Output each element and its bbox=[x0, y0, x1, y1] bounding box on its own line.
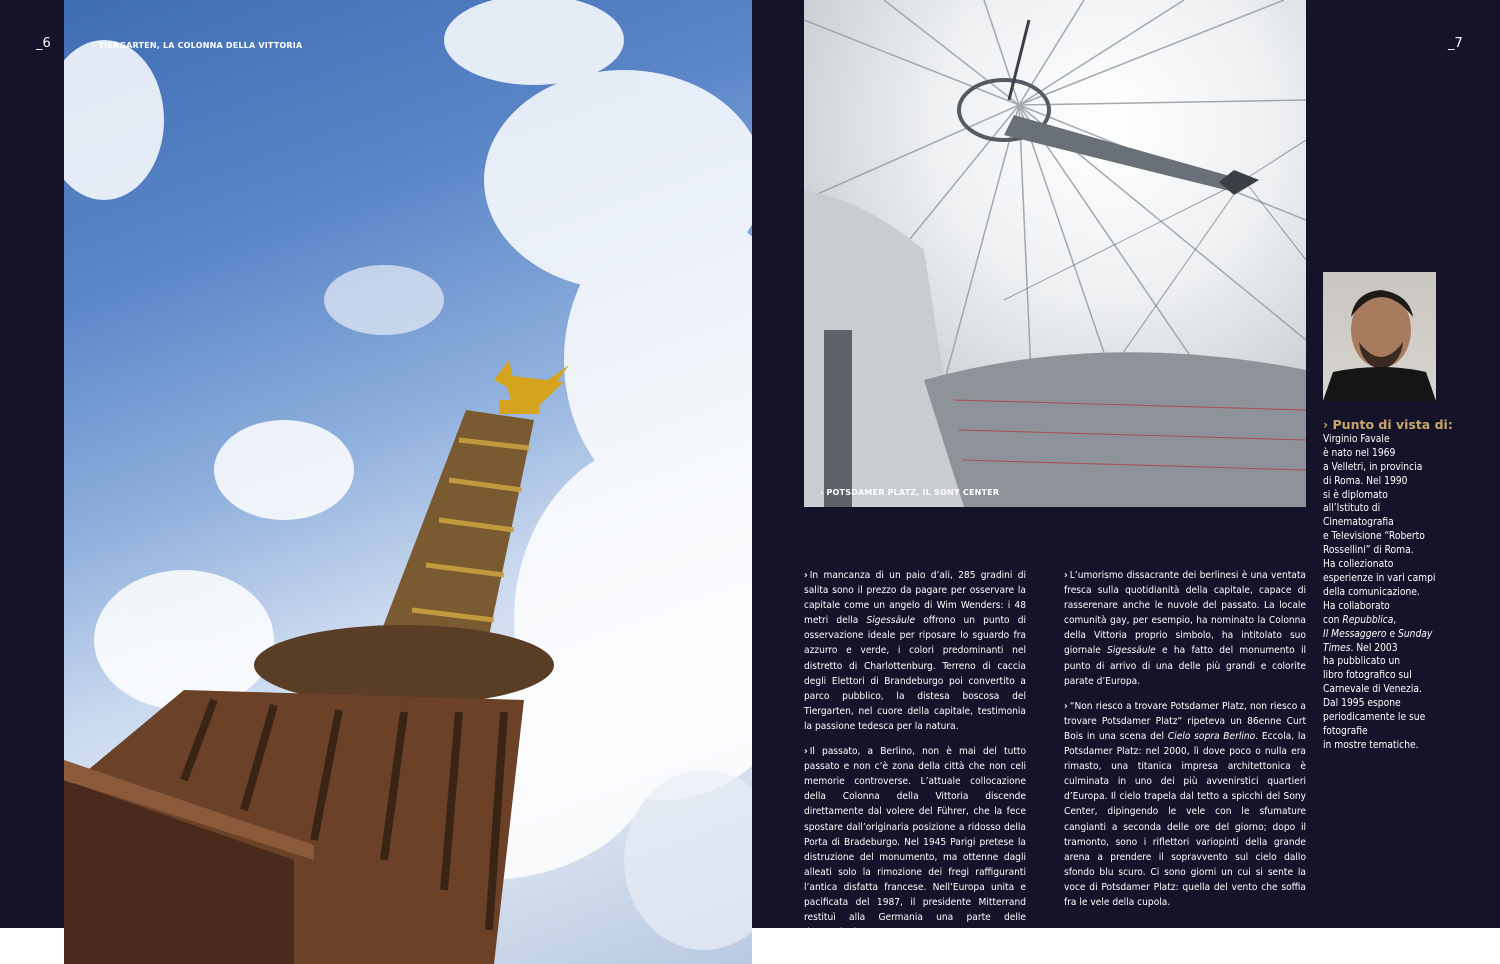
arrow-icon: › bbox=[804, 570, 808, 581]
article-column-2 bbox=[1064, 568, 1306, 920]
arrow-icon: › bbox=[1064, 570, 1068, 581]
article-paragraph: › “Non riesco a trovare Potsdamer Platz, non riesco a trovare Potsdamer Platz” ripeteva un 86enne Curt Bois in una scena del Cielo sopra Berlino. Eccola, la Potsdamer Platz: nel 2000, lì dove poco o nulla era rimasto, una titanica impresa architettonica è culminata in uno dei più avvenirstici quartieri d’Europa. Il cielo trapela dal tetto a spicchi del Sony Center, dipingendo le vele con le sfumature cangianti a seconda delle ore del giorno; dopo il tramonto, sono i riflettori variopinti della grande arena a prendere il sopravvento sul cielo dallo sfondo blu scuro. Ci sono giorni un cui si sente la voce di Potsdamer Platz: quella del vento che soffia fra le vele della cupola. bbox=[1064, 700, 1306, 908]
photo-caption-tiergarten: › TIERGARTEN, LA COLONNA DELLA VITTORIA bbox=[92, 41, 303, 50]
author-portrait-illustration bbox=[1323, 272, 1436, 401]
article-paragraph: › L’umorismo dissacrante dei berlinesi è una ventata fresca sulla quotidianità della capitale, capace di rasserenare anche le nuvole del passato. La locale comunità gay, per esempio, ha nominato la Colonna della Vittoria proprio simbolo, ha intitolato suo giornale Sigessäule e ha fatto del monumento il punto di arrivo di una delle più grandi e colorite parate d’Europa. bbox=[1064, 570, 1306, 687]
page-number-right: _7 bbox=[1448, 36, 1463, 51]
article-column-1 bbox=[804, 568, 1026, 950]
sony-center-roof-illustration bbox=[804, 0, 1306, 507]
page-number-left: _6 bbox=[36, 36, 51, 51]
sony-center-photo bbox=[804, 0, 1306, 507]
article-paragraph: › Il passato, a Berlino, non è mai del tutto passato e non c’è zona della città che non celi memorie controverse. L’attuale collocazione della Colonna della Vittoria discende direttamente dal volere del Führer, che la fece spostare dall’originaria posizione a ridosso della Porta di Bradeburgo. Nel 1945 Parigi pretese la distruzione del monumento, ma ottenne dagli alleati solo la rimozione dei fregi raffiguranti l’antica disfatta francese. Nell’Europa unita e pacificata del 1987, il presidente Mitterrand restituì alla Germania una parte delle decorazioni. bbox=[804, 746, 1026, 939]
article-paragraph: › In mancanza di un paio d’ali, 285 gradini di salita sono il prezzo da pagare per osservare la capitale come un angelo di Wim Wenders: i 48 metri della Sigessäule offrono un punto di osservazione ideale per riposare lo sguardo fra azzurro e verde, i colori predominanti nel distretto di Charlottenburg. Terreno di caccia degli Elettori di Brandeburgo poi convertito a parco pubblico, la distesa boscosa del Tiergarten, nel cuore della capitale, testimonia la passione tedesca per la natura. bbox=[804, 570, 1026, 732]
arrow-icon: › bbox=[804, 746, 808, 758]
author-bio-text: Virginio Favale è nato nel 1969 a Velletri, in provincia di Roma. Nel 1990 si è diplomato all’Istituto di Cinematografia e Televisione “Roberto Rossellini” di Roma. Ha collezionato esperienze in vari campi della comunicazione. Ha collaborato con Repubblica, Il Messaggero e Sunday Times. Nel 2003 ha pubblicato un libro fotografico sul Carnevale di Venezia. Dal 1995 espone periodicamente le sue fotografie in mostre tematiche. bbox=[1323, 433, 1436, 751]
golden-angel-illustration bbox=[494, 360, 569, 414]
victory-column-illustration bbox=[64, 0, 752, 964]
photo-caption-sony-center: › POTSDAMER PLATZ, IL SONY CENTER bbox=[820, 488, 1000, 497]
author-bio bbox=[1323, 418, 1453, 753]
victory-column-photo bbox=[64, 0, 752, 964]
arrow-icon: › bbox=[1064, 700, 1068, 712]
author-bio-heading: › Punto di vista di: bbox=[1323, 417, 1453, 432]
author-portrait bbox=[1323, 272, 1436, 401]
